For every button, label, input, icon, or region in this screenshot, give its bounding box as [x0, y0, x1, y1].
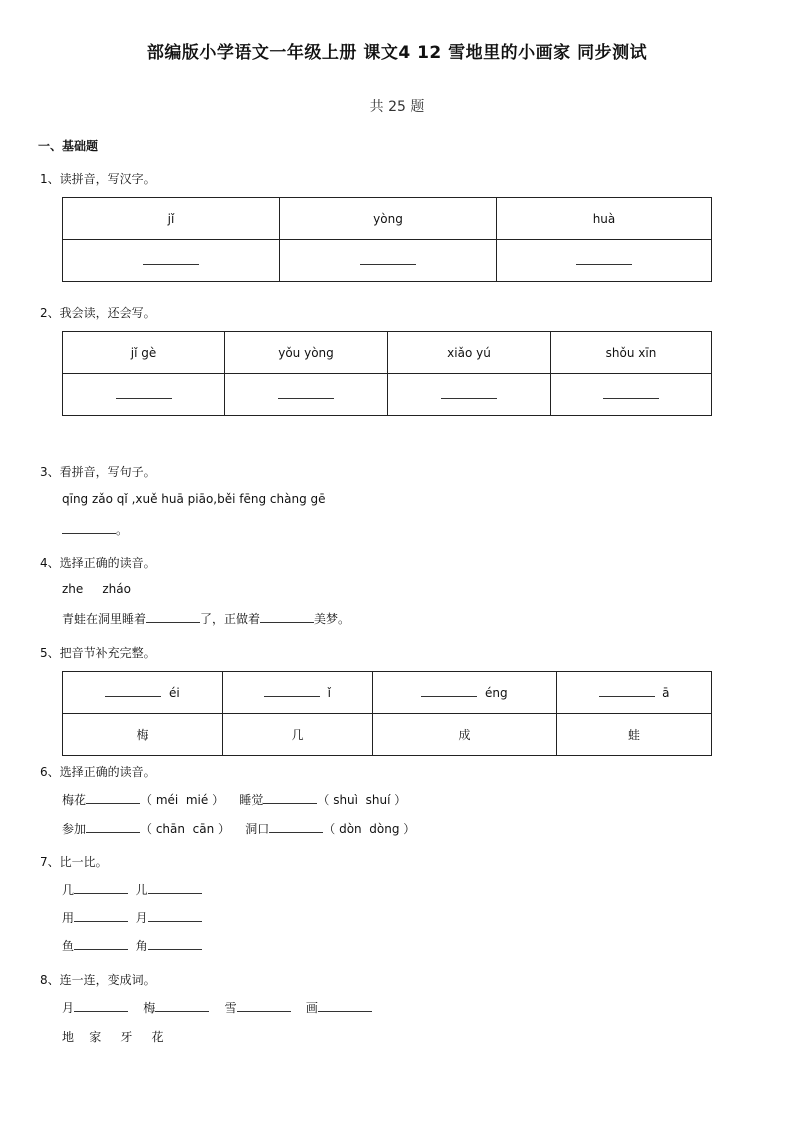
- q2-header: jǐ gè: [63, 332, 225, 374]
- answer-blank[interactable]: [116, 388, 172, 399]
- q6-word: 参加: [62, 822, 87, 836]
- q6-row: [62, 820, 415, 837]
- answer-blank[interactable]: [421, 686, 477, 697]
- q4-text: 了，正做着: [200, 612, 261, 626]
- q1-header: huà: [497, 198, 712, 240]
- q5-syllable-cell[interactable]: [557, 672, 712, 714]
- q8-char: 雪: [224, 1001, 237, 1015]
- answer-blank[interactable]: [278, 388, 334, 399]
- q4-options: [62, 582, 131, 596]
- q4-text: 青蛙在洞里睡着: [62, 612, 147, 626]
- q3-pinyin: qīng zǎo qǐ ,xuě huā piāo,běi fēng chàng gē: [62, 492, 326, 506]
- q7-row: [62, 909, 202, 926]
- q5-syllable-cell[interactable]: [373, 672, 557, 714]
- q8-char: 月: [62, 1001, 75, 1015]
- q8-char: 家: [89, 1030, 102, 1044]
- q7-char: 几: [62, 883, 75, 897]
- answer-blank[interactable]: [74, 881, 128, 894]
- q5-syllable: éi: [168, 685, 180, 700]
- q6-word: 梅花: [62, 793, 87, 807]
- q1-answer-cell[interactable]: [280, 240, 497, 282]
- q6-options: （ shuì shuí ）: [317, 793, 407, 807]
- answer-blank[interactable]: [148, 909, 202, 922]
- answer-blank[interactable]: [143, 254, 199, 265]
- answer-blank[interactable]: [264, 686, 320, 697]
- q1-answer-cell[interactable]: [497, 240, 712, 282]
- q2-answer-cell[interactable]: [551, 374, 712, 416]
- answer-blank[interactable]: [74, 937, 128, 950]
- q1-table: [62, 197, 712, 282]
- q3-period: 。: [116, 523, 129, 537]
- q8-char: 花: [151, 1030, 164, 1044]
- section-heading: 一、基础题: [38, 139, 99, 153]
- q5-char: 梅: [63, 714, 223, 756]
- answer-blank[interactable]: [74, 909, 128, 922]
- answer-blank[interactable]: [62, 521, 116, 534]
- q3-answer-line: [62, 521, 128, 538]
- q1-header: yòng: [280, 198, 497, 240]
- q2-header: shǒu xīn: [551, 332, 712, 374]
- answer-blank[interactable]: [148, 881, 202, 894]
- answer-blank[interactable]: [260, 610, 314, 623]
- q4-sentence: [62, 610, 350, 627]
- q6-row: [62, 791, 406, 808]
- q7-row: [62, 881, 202, 898]
- q5-syllable: ā: [662, 685, 670, 700]
- answer-blank[interactable]: [603, 388, 659, 399]
- q1-answer-cell[interactable]: [63, 240, 280, 282]
- q6-word: 睡觉: [239, 793, 264, 807]
- q8-char: 画: [305, 1001, 318, 1015]
- answer-blank[interactable]: [237, 999, 291, 1012]
- q5-char: 蛙: [557, 714, 712, 756]
- q2-table: [62, 331, 712, 416]
- q8-bottom-row: [62, 1028, 163, 1045]
- q8-char: 地: [62, 1030, 75, 1044]
- answer-blank[interactable]: [146, 610, 200, 623]
- q4-option: zhe: [62, 582, 84, 596]
- q1-prompt: 1、读拼音，写汉字。: [40, 172, 156, 186]
- q2-answer-cell[interactable]: [388, 374, 551, 416]
- q7-char: 鱼: [62, 939, 75, 953]
- q2-header: xiǎo yú: [388, 332, 551, 374]
- q8-char: 梅: [143, 1001, 156, 1015]
- q4-option: zháo: [102, 582, 131, 596]
- q5-prompt: 5、把音节补充完整。: [40, 646, 156, 660]
- answer-blank[interactable]: [360, 254, 416, 265]
- answer-blank[interactable]: [155, 999, 209, 1012]
- q8-prompt: 8、连一连，变成词。: [40, 973, 156, 987]
- question-count: 共 25 题: [369, 99, 425, 115]
- q5-char: 几: [223, 714, 373, 756]
- q7-char: 儿: [135, 883, 148, 897]
- q5-syllable-cell[interactable]: [223, 672, 373, 714]
- q4-prompt: 4、选择正确的读音。: [40, 556, 156, 570]
- answer-blank[interactable]: [86, 820, 140, 833]
- q2-answer-cell[interactable]: [225, 374, 388, 416]
- q7-char: 角: [135, 939, 148, 953]
- answer-blank[interactable]: [74, 999, 128, 1012]
- q6-prompt: 6、选择正确的读音。: [40, 765, 156, 779]
- answer-blank[interactable]: [441, 388, 497, 399]
- q6-options: （ chān cān ）: [140, 822, 230, 836]
- answer-blank[interactable]: [576, 254, 632, 265]
- q4-text: 美梦。: [314, 612, 351, 626]
- q5-table: [62, 671, 712, 756]
- q5-syllable-cell[interactable]: [63, 672, 223, 714]
- q8-char: 牙: [120, 1030, 133, 1044]
- answer-blank[interactable]: [269, 820, 323, 833]
- answer-blank[interactable]: [263, 791, 317, 804]
- answer-blank[interactable]: [105, 686, 161, 697]
- q5-char: 成: [373, 714, 557, 756]
- answer-blank[interactable]: [318, 999, 372, 1012]
- q8-top-row: [62, 999, 372, 1016]
- page-title: 部编版小学语文一年级上册 课文4 12 雪地里的小画家 同步测试: [146, 43, 648, 63]
- q3-prompt: 3、看拼音，写句子。: [40, 465, 156, 479]
- q1-header: jǐ: [63, 198, 280, 240]
- q2-header: yǒu yòng: [225, 332, 388, 374]
- q7-prompt: 7、比一比。: [40, 855, 108, 869]
- q6-word: 洞口: [245, 822, 270, 836]
- q6-options: （ dòn dòng ）: [323, 822, 416, 836]
- q7-row: [62, 937, 202, 954]
- q6-options: （ méi mié ）: [140, 793, 225, 807]
- q2-prompt: 2、我会读，还会写。: [40, 306, 156, 320]
- q7-char: 月: [135, 911, 148, 925]
- answer-blank[interactable]: [86, 791, 140, 804]
- q5-syllable: ǐ: [327, 685, 331, 700]
- q2-answer-cell[interactable]: [63, 374, 225, 416]
- q5-syllable: éng: [485, 685, 508, 700]
- q7-char: 用: [62, 911, 75, 925]
- answer-blank[interactable]: [599, 686, 655, 697]
- answer-blank[interactable]: [148, 937, 202, 950]
